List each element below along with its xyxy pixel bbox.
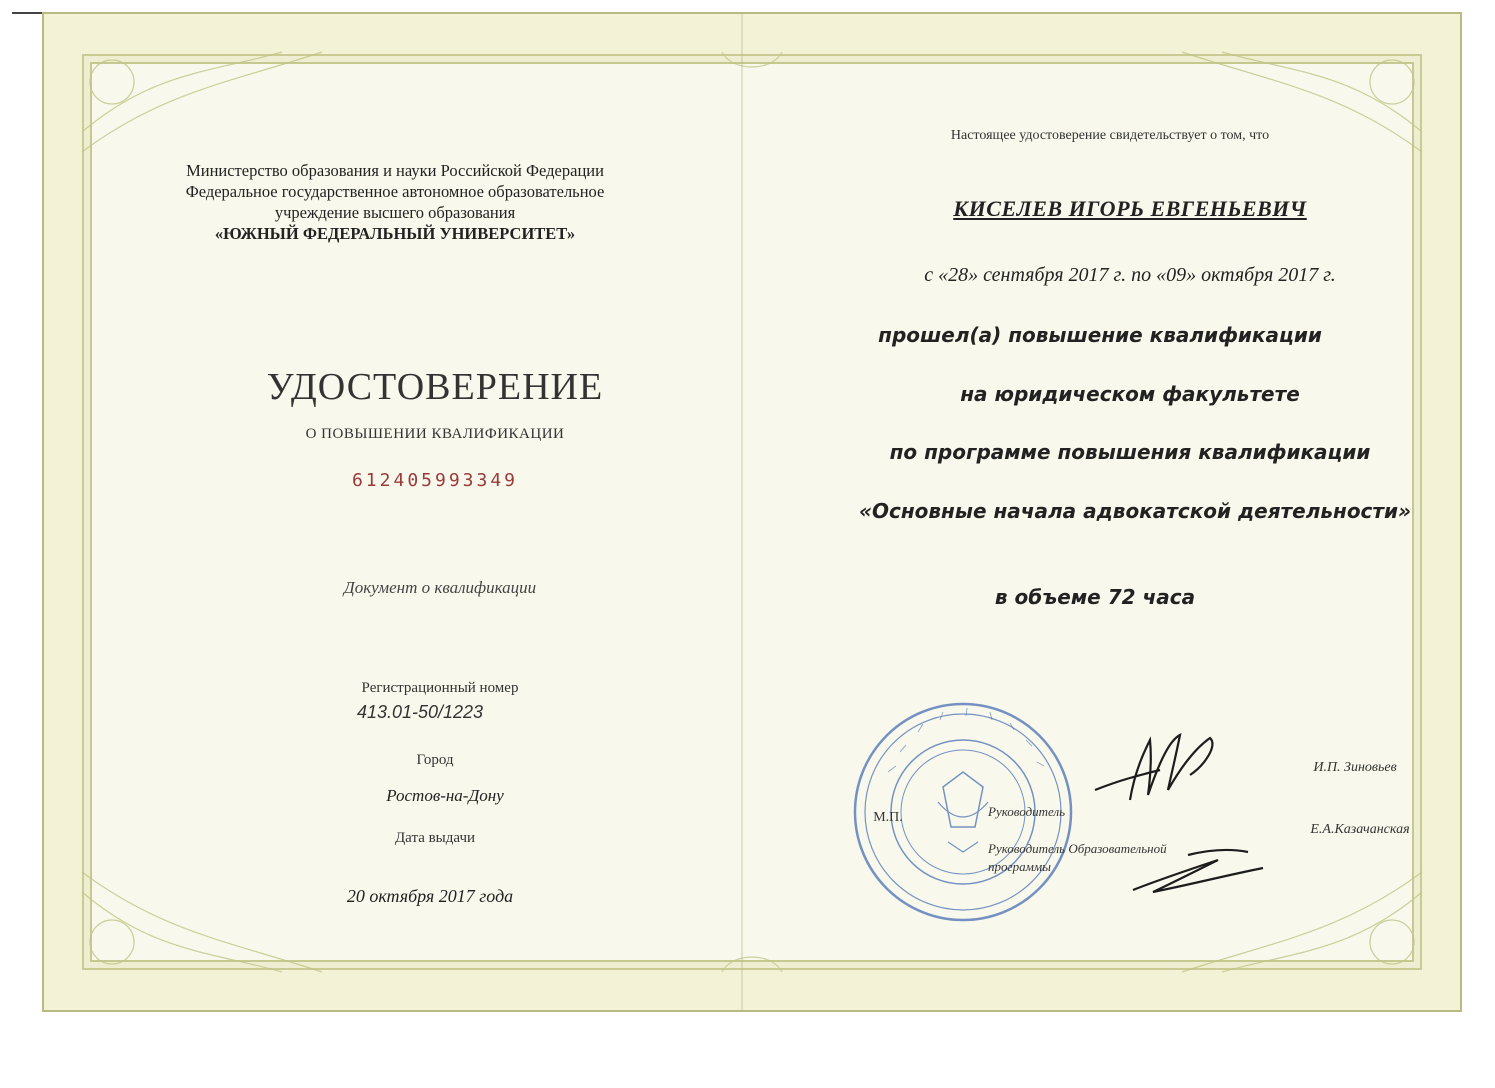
- recipient-name: КИСЕЛЕВ ИГОРЬ ЕВГЕНЬЕВИЧ: [953, 196, 1307, 221]
- program-label: по программе повышения квалификации: [889, 440, 1371, 464]
- signature-2: [1128, 840, 1268, 900]
- program-volume: в объеме 72 часа: [994, 585, 1196, 609]
- page-fold: [741, 12, 743, 1012]
- issuer-block: [130, 160, 660, 244]
- completion-statement: прошел(а) повышение квалификации: [878, 323, 1322, 347]
- intro-text: Настоящее удостоверение свидетельствует о том, что: [950, 128, 1270, 143]
- signatory-2-name: Е.А.Казачанская: [1310, 822, 1410, 837]
- issue-date: 20 октября 2017 года: [346, 886, 514, 906]
- signatory-1-role: Руководитель: [988, 804, 1066, 819]
- program-name: «Основные начала адвокатской деятельности»: [858, 499, 1412, 523]
- stamp-label: М.П.: [873, 810, 903, 825]
- ministry-line: Министерство образования и науки Российской Федерации: [186, 161, 604, 180]
- signatory-2-role-line2: программы: [988, 859, 1051, 874]
- signature-1: [1090, 720, 1230, 810]
- city-value: Ростов-на-Дону: [386, 786, 504, 805]
- document-type: Документ о квалификации: [343, 578, 537, 597]
- signatory-1-name: И.П. Зиновьев: [1313, 760, 1397, 775]
- document-title: УДОСТОВЕРЕНИЕ: [266, 366, 604, 408]
- issue-date-label: Дата выдачи: [394, 830, 476, 846]
- document-subtitle: О ПОВЫШЕНИИ КВАЛИФИКАЦИИ: [305, 426, 565, 442]
- training-period: с «28» сентября 2017 г. по «09» октября 2017 г.: [924, 264, 1336, 286]
- serial-number: 612405993349: [351, 470, 519, 491]
- city-label: Город: [416, 752, 454, 768]
- institution-type-line-2: учреждение высшего образования: [274, 203, 516, 222]
- faculty: на юридическом факультете: [960, 382, 1300, 406]
- university-name: «ЮЖНЫЙ ФЕДЕРАЛЬНЫЙ УНИВЕРСИТЕТ»: [214, 224, 576, 243]
- scan-edge-mark: [12, 12, 42, 14]
- registration-number: 413.01-50/1223: [356, 702, 484, 722]
- registration-label: Регистрационный номер: [361, 680, 519, 696]
- signatory-2-role-line1: Руководитель Образовательной: [988, 841, 1167, 856]
- institution-type-line: Федеральное государственное автономное образовательное: [185, 182, 605, 201]
